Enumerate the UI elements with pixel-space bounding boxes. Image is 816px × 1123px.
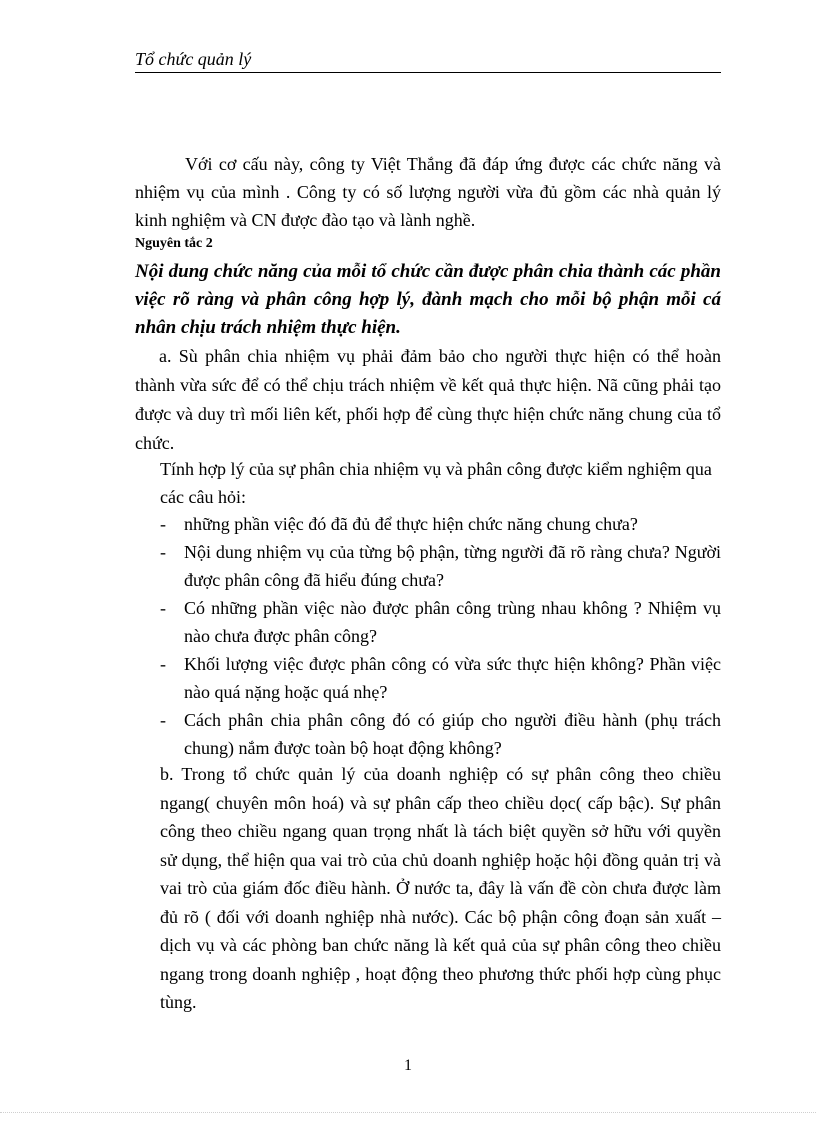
list-item	[160, 706, 721, 762]
question-text: Có những phần việc nào được phân công trùng nhau không ? Nhiệm vụ nào chưa được phân công?	[184, 598, 721, 646]
question-text: những phần việc đó đã đủ để thực hiện chức năng chung chưa?	[184, 514, 638, 534]
list-item	[160, 594, 721, 650]
bullet-dash: -	[160, 514, 166, 534]
principle-title: Nội dung chức năng của mỗi tổ chức cần được phân chia thành các phần việc rõ ràng và phân công hợp lý, đành mạch cho mỗi bộ phận mỗi cá nhân chịu trách nhiệm thực hiện.	[135, 261, 721, 338]
questions-list	[160, 510, 721, 762]
bullet-dash: -	[160, 598, 166, 618]
bullet-dash: -	[160, 710, 166, 730]
list-item	[160, 510, 721, 538]
list-item	[160, 650, 721, 706]
list-item	[160, 538, 721, 594]
bullet-dash: -	[160, 542, 166, 562]
question-text: Nội dung nhiệm vụ của từng bộ phận, từng người đã rõ ràng chưa? Người được phân công đã hiểu đúng chưa?	[184, 542, 721, 590]
page-number: 1	[404, 1057, 412, 1074]
questions-intro: Tính hợp lý của sự phân chia nhiệm vụ và phân công được kiểm nghiệm qua các câu hỏi:	[160, 459, 712, 507]
bullet-dash: -	[160, 654, 166, 674]
header-title: Tổ chức quản lý	[135, 49, 252, 69]
paragraph-b: b. Trong tổ chức quản lý của doanh nghiệp có sự phân công theo chiều ngang( chuyên môn hoá) và sự phân cấp theo chiều dọc( cấp bậc). Sự phân công theo chiều ngang quan trọng nhất là tách biệt quyền sở hữu với quyền sử dụng, thể hiện qua vai trò của chủ doanh nghiệp hoặc hội đồng quản trị và vai trò của giám đốc điều hành. Ở nước ta, đây là vấn đề còn chưa được làm đủ rõ ( đối với doanh nghiệp nhà nước). Các bộ phận công đoạn sản xuất – dịch vụ và các phòng ban chức năng là kết quả của sự phân công theo chiều ngang trong doanh nghiệp , hoạt động theo phương thức phối hợp cùng phục tùng.	[160, 764, 721, 1012]
question-text: Cách phân chia phân công đó có giúp cho người điều hành (phụ trách chung) nắm được toàn bộ hoạt động không?	[184, 710, 721, 758]
question-text: Khối lượng việc được phân công có vừa sức thực hiện không? Phần việc nào quá nặng hoặc quá nhẹ?	[184, 654, 721, 702]
paragraph-intro: Với cơ cấu này, công ty Việt Thắng đã đáp ứng được các chức năng và nhiệm vụ của mình . Công ty có số lượng người vừa đủ gồm các nhà quản lý kinh nghiệm và CN được đào tạo và lành nghề.	[135, 154, 721, 230]
page-header	[135, 48, 721, 73]
page-bottom-divider	[0, 1112, 816, 1113]
paragraph-a: a. Sù phân chia nhiệm vụ phải đảm bảo cho người thực hiện có thể hoàn thành vừa sức để có thể chịu trách nhiệm về kết quả thực hiện. Nã cũng phải tạo được và duy trì mối liên kết, phối hợp để cùng thực hiện chức năng chung của tổ chức.	[135, 346, 721, 453]
principle-label: Nguyên tắc 2	[135, 236, 213, 251]
